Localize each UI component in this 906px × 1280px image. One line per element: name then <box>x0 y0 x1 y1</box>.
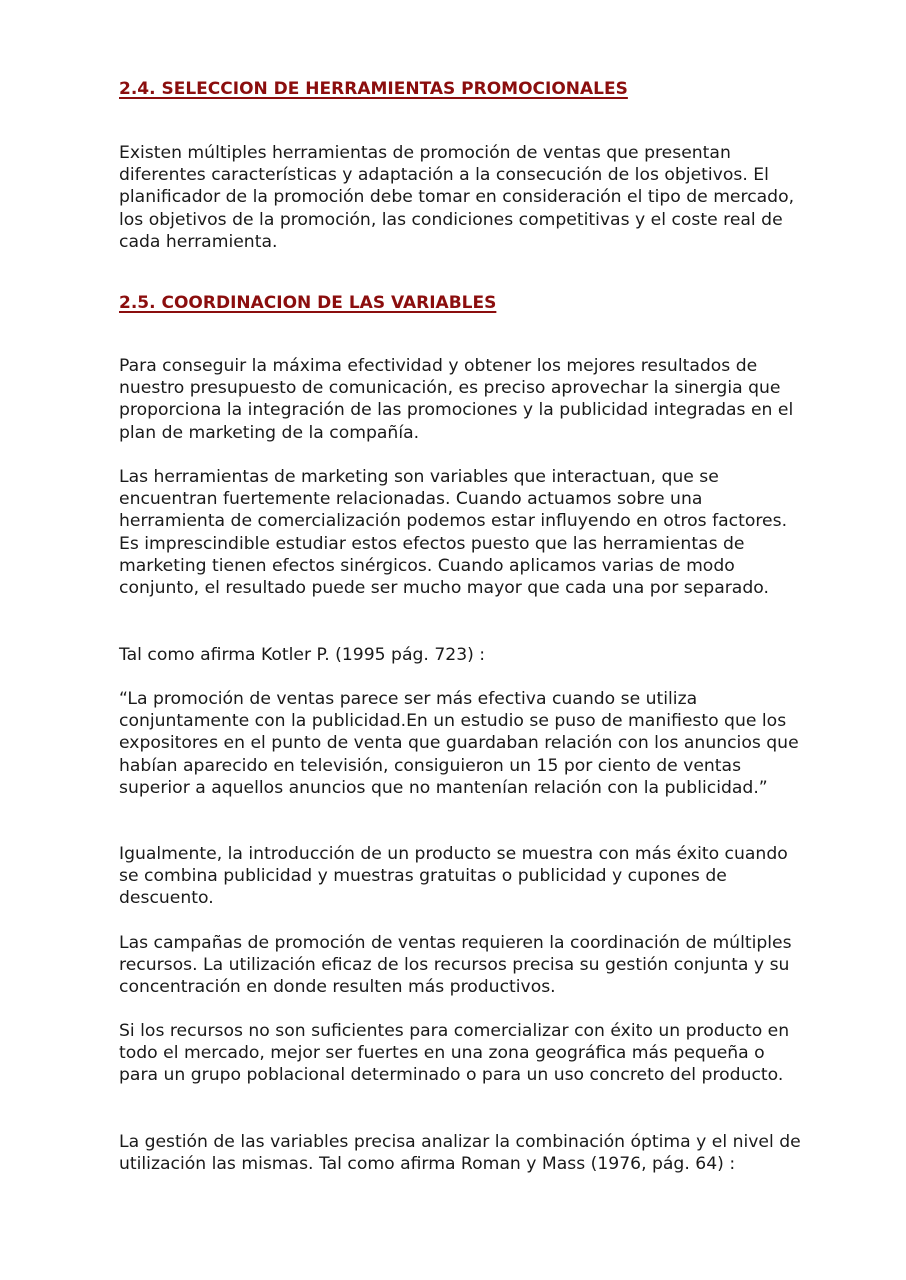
paragraph-variables-management: La gestión de las variables precisa analizar la combinación óptima y el nivel de utilización las mismas. Tal como afirma Roman y Mass (1976, pág. 64) : <box>119 1132 801 1175</box>
paragraph-resource-coordination: Las campañas de promoción de ventas requieren la coordinación de múltiples recursos. La utilización eficaz de los recursos precisa su gestión conjunta y su concentración en donde resulten más productivos. <box>119 933 792 998</box>
paragraph-marketing-variables: Las herramientas de marketing son variables que interactuan, que se encuentran fuertemente relacionadas. Cuando actuamos sobre una herramienta de comercialización podemos estar influyendo en otros factores. Es imprescindible estudiar estos efectos puesto que las herramientas de marketing tienen efectos sinérgicos. Cuando aplicamos varias de modo conjunto, el resultado puede ser mucho mayor que cada una por separado. <box>119 467 788 599</box>
paragraph-product-introduction: Igualmente, la introducción de un producto se muestra con más éxito cuando se combina publicidad y muestras gratuitas o publicidad y cupones de descuento. <box>119 844 788 909</box>
section-heading-coordination-variables: 2.5. COORDINACION DE LAS VARIABLES <box>119 293 497 313</box>
paragraph-insufficient-resources: Si los recursos no son suficientes para comercializar con éxito un producto en todo el mercado, mejor ser fuertes en una zona geográfica más pequeña o para un grupo poblacional determinado o para un uso concreto del producto. <box>119 1021 790 1086</box>
paragraph-synergy: Para conseguir la máxima efectividad y obtener los mejores resultados de nuestro presupuesto de comunicación, es preciso aprovechar la sinergia que proporciona la integración de las promociones y la publicidad integradas en el plan de marketing de la compañía. <box>119 356 794 443</box>
paragraph-promotion-tools: Existen múltiples herramientas de promoción de ventas que presentan diferentes características y adaptación a la consecución de los objetivos. El planificador de la promoción debe tomar en consideración el tipo de mercado, los objetivos de la promoción, las condiciones competitivas y el coste real de cada herramienta. <box>119 143 795 252</box>
paragraph-kotler-intro: Tal como afirma Kotler P. (1995 pág. 723) : <box>119 645 486 665</box>
paragraph-kotler-quote: “La promoción de ventas parece ser más efectiva cuando se utiliza conjuntamente con la publicidad.En un estudio se puso de manifiesto que los expositores en el punto de venta que guardaban relación con los anuncios que habían aparecido en televisión, consiguieron un 15 por ciento de ventas superior a aquellos anuncios que no mantenían relación con la publicidad.” <box>119 689 799 798</box>
section-heading-selection-tools: 2.4. SELECCION DE HERRAMIENTAS PROMOCIONALES <box>119 79 628 99</box>
